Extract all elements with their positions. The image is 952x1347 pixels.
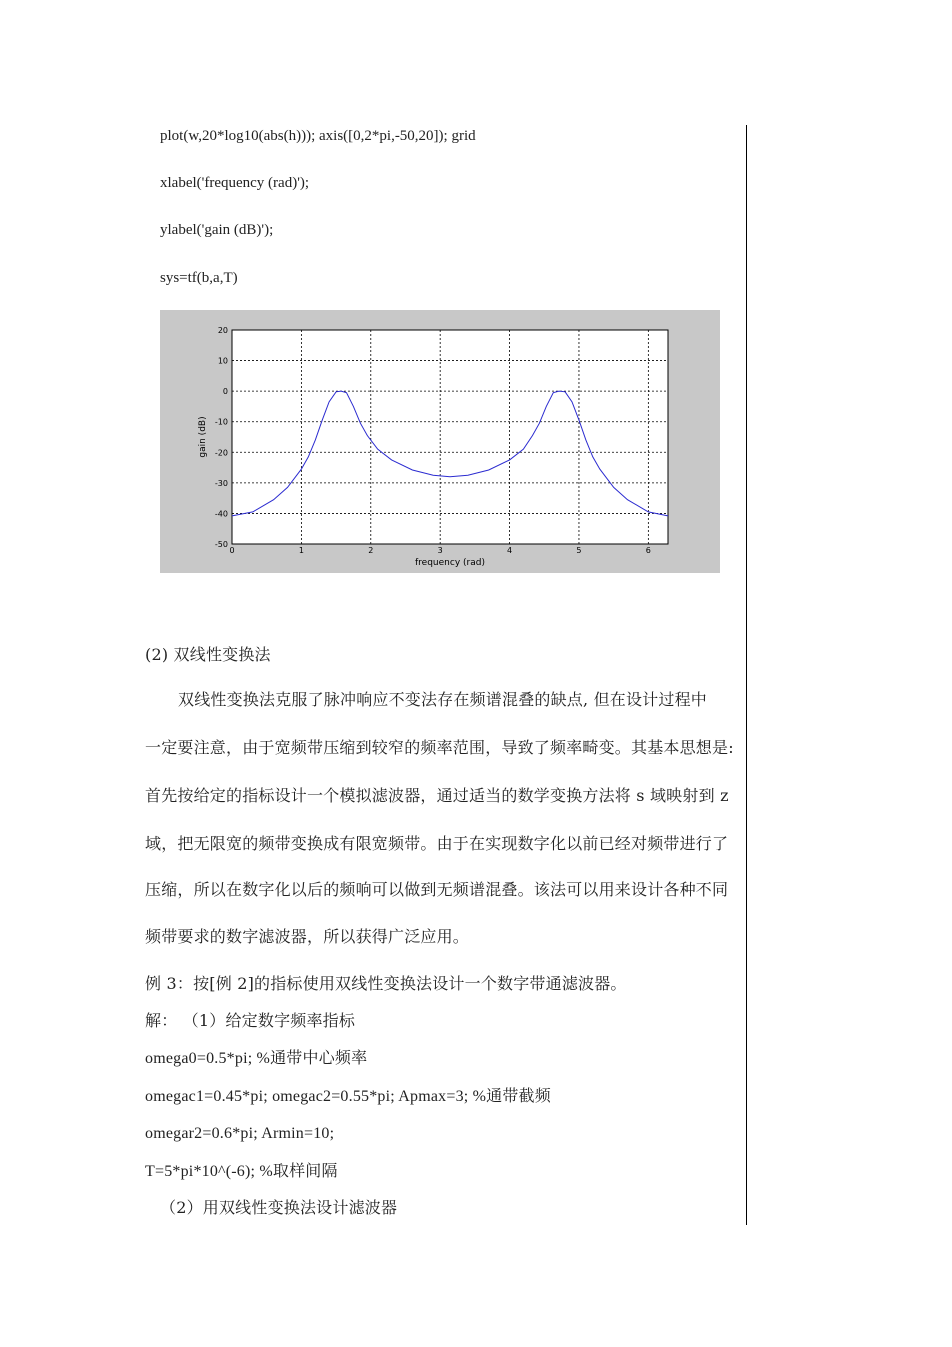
paragraph-line: 双线性变换法克服了脉冲响应不变法存在频谱混叠的缺点, 但在设计过程中 (178, 690, 707, 709)
code-line-omegar2: omegar2=0.6*pi; Armin=10; (145, 1125, 335, 1142)
y-tick-label: -50 (214, 540, 228, 549)
code-line-ylabel: ylabel('gain (dB)'); (160, 222, 274, 238)
y-tick-label: 0 (222, 387, 228, 397)
x-tick-label: 1 (298, 546, 304, 555)
y-tick-label: -20 (214, 448, 228, 458)
x-tick-label: 3 (437, 546, 443, 555)
plot-area (232, 330, 668, 544)
code-line-T: T=5*pi*10^(-6); %取样间隔 (145, 1163, 338, 1180)
x-tick-label: 2 (368, 546, 374, 555)
code-line-sys: sys=tf(b,a,T) (160, 270, 238, 286)
y-tick-label: -10 (214, 417, 228, 427)
y-tick-label: 10 (217, 356, 228, 366)
code-line-plot: plot(w,20*log10(abs(h))); axis([0,2*pi,-50,20]); grid (160, 128, 476, 144)
x-tick-label: 6 (645, 546, 651, 555)
paragraph-line: 首先按给定的指标设计一个模拟滤波器，通过适当的数学变换方法将 s 域映射到 z (145, 786, 729, 805)
y-tick-label: -30 (214, 478, 228, 488)
y-axis-label: gain (dB) (198, 416, 208, 458)
x-tick-label: 0 (229, 546, 235, 555)
example-title: 例 3：按[例 2]的指标使用双线性变换法设计一个数字带通滤波器。 (145, 974, 627, 993)
paragraph-line: 频带要求的数字滤波器，所以获得广泛应用。 (145, 927, 470, 946)
gain-plot (160, 310, 720, 573)
paragraph-line: 域，把无限宽的频带变换成有限宽频带。由于在实现数字化以前已经对频带进行了 (145, 834, 729, 853)
x-tick-label: 4 (507, 546, 513, 555)
gain-plot-figure (160, 310, 720, 573)
step-2-line: （2）用双线性变换法设计滤波器 (160, 1198, 398, 1217)
x-tick-label: 5 (576, 546, 582, 555)
code-line-xlabel: xlabel('frequency (rad)'); (160, 175, 310, 191)
paragraph-line: 一定要注意，由于宽频带压缩到较窄的频率范围，导致了频率畸变。其基本思想是: (145, 738, 734, 757)
x-axis-label: frequency (rad) (415, 558, 485, 568)
paragraph-line: 压缩，所以在数字化以后的频响可以做到无频谱混叠。该法可以用来设计各种不同 (145, 880, 729, 899)
code-line-omega0: omega0=0.5*pi; %通带中心频率 (145, 1050, 368, 1067)
code-line-omegac: omegac1=0.45*pi; omegac2=0.55*pi; Apmax=3; %通带截频 (145, 1088, 551, 1105)
y-tick-label: -40 (214, 509, 228, 519)
section-title: (2) 双线性变换法 (145, 645, 271, 664)
y-tick-label: 20 (217, 326, 228, 335)
solution-line: 解： （1）给定数字频率指标 (145, 1011, 356, 1030)
